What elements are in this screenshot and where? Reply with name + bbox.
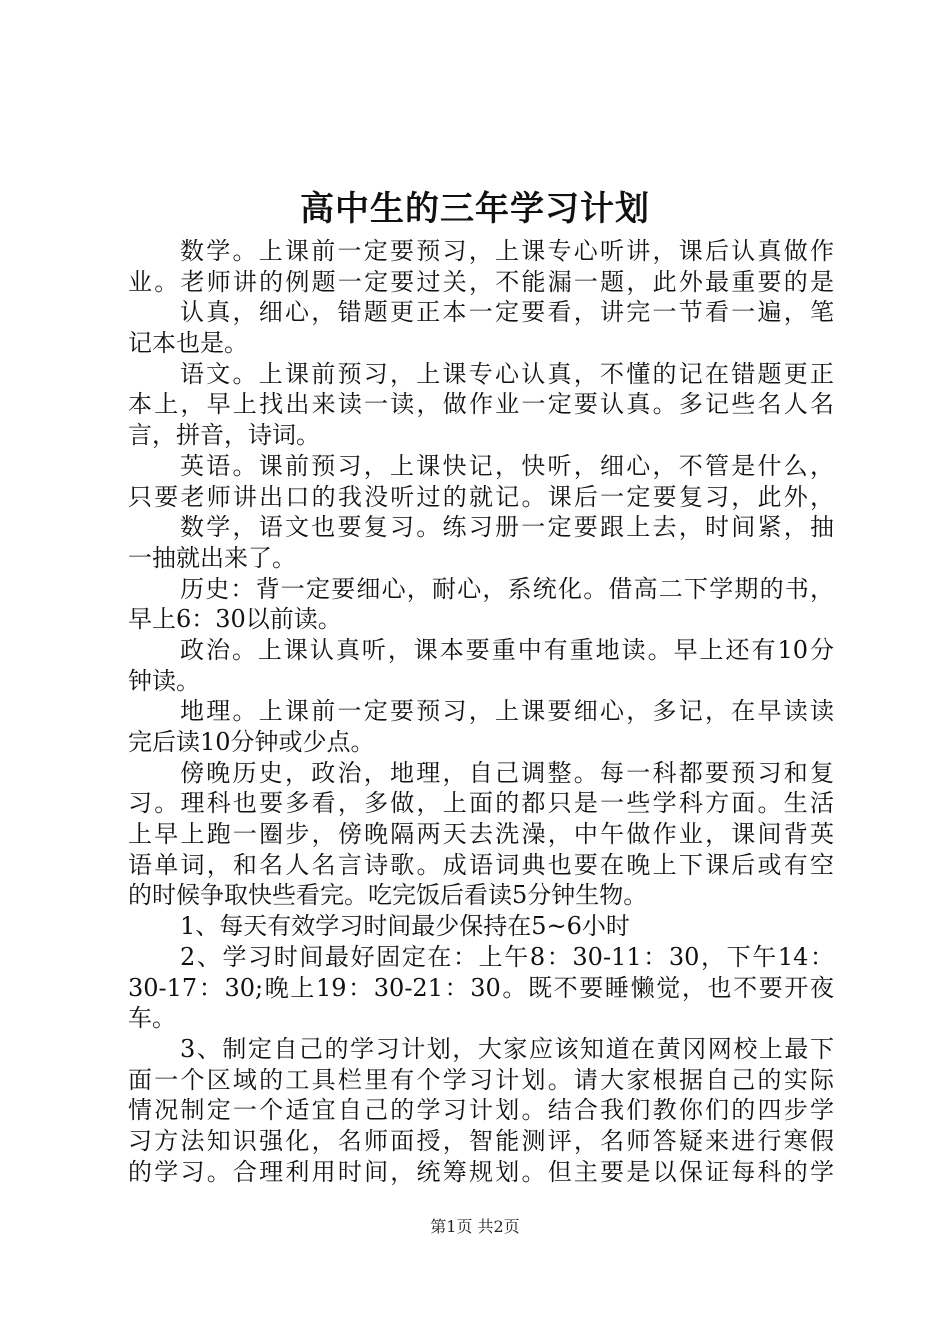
text-line: 3、制定自己的学习计划，大家应该知道在黄冈网校上最下: [180, 1034, 834, 1063]
text-line: 的时候争取快些看完。吃完饭后看读5分钟生物。: [128, 881, 648, 910]
text-line: 语单词，和名人名言诗歌。成语词典也要在晚上下课后或有空: [128, 850, 834, 879]
text-line: 早上6：30以前读。: [128, 605, 342, 634]
text-line: 傍晚历史，政治，地理，自己调整。每一科都要预习和复: [180, 758, 834, 787]
text-line: 语文。上课前预习，上课专心认真，不懂的记在错题更正: [180, 359, 834, 388]
text-line: 1、每天有效学习时间最少保持在5~6小时: [180, 912, 630, 941]
text-line: 历史：背一定要细心，耐心，系统化。借高二下学期的书，: [180, 574, 834, 603]
document-body: [128, 236, 834, 1187]
text-line: 30-17：30;晚上19：30-21：30。既不要睡懒觉，也不要开夜: [128, 973, 834, 1002]
text-line: 钟读。: [128, 666, 200, 695]
text-line: 只要老师讲出口的我没听过的就记。课后一定要复习，此外，: [128, 482, 834, 511]
text-line: 记本也是。: [128, 329, 248, 358]
text-line: 习。理科也要多看，多做，上面的都只是一些学科方面。生活: [128, 789, 834, 818]
text-line: 业。老师讲的例题一定要过关，不能漏一题，此外最重要的是: [128, 267, 834, 296]
document-title: 高中生的三年学习计划: [300, 189, 650, 229]
text-line: 2、学习时间最好固定在：上午8：30-11：30，下午14：: [180, 942, 834, 971]
text-line: 的学习。合理利用时间，统筹规划。但主要是以保证每科的学: [128, 1157, 834, 1186]
page-footer: 第1页 共2页: [430, 1217, 520, 1236]
text-line: 车。: [128, 1004, 176, 1033]
text-line: 政治。上课认真听，课本要重中有重地读。早上还有10分: [180, 635, 834, 664]
text-line: 情况制定一个适宜自己的学习计划。结合我们教你们的四步学: [128, 1096, 834, 1125]
text-line: 完后读10分钟或少点。: [128, 728, 375, 756]
text-line: 英语。课前预习，上课快记，快听，细心，不管是什么，: [180, 451, 834, 480]
text-line: 数学，语文也要复习。练习册一定要跟上去，时间紧，抽: [180, 513, 834, 542]
text-line: 地理。上课前一定要预习，上课要细心，多记，在早读读: [180, 697, 834, 726]
text-line: 本上，早上找出来读一读，做作业一定要认真。多记些名人名: [128, 390, 834, 419]
text-line: 面一个区域的工具栏里有个学习计划。请大家根据自己的实际: [128, 1065, 834, 1094]
text-line: 习方法知识强化，名师面授，智能测评，名师答疑来进行寒假: [128, 1126, 834, 1155]
text-line: 一抽就出来了。: [128, 543, 296, 572]
text-line: 数学。上课前一定要预习，上课专心听讲，课后认真做作: [180, 237, 834, 265]
text-line: 言，拼音，诗词。: [128, 421, 320, 450]
text-line: 认真，细心，错题更正本一定要看，讲完一节看一遍，笔: [180, 298, 834, 327]
text-line: 上早上跑一圈步，傍晚隔两天去洗澡，中午做作业，课间背英: [128, 820, 834, 849]
